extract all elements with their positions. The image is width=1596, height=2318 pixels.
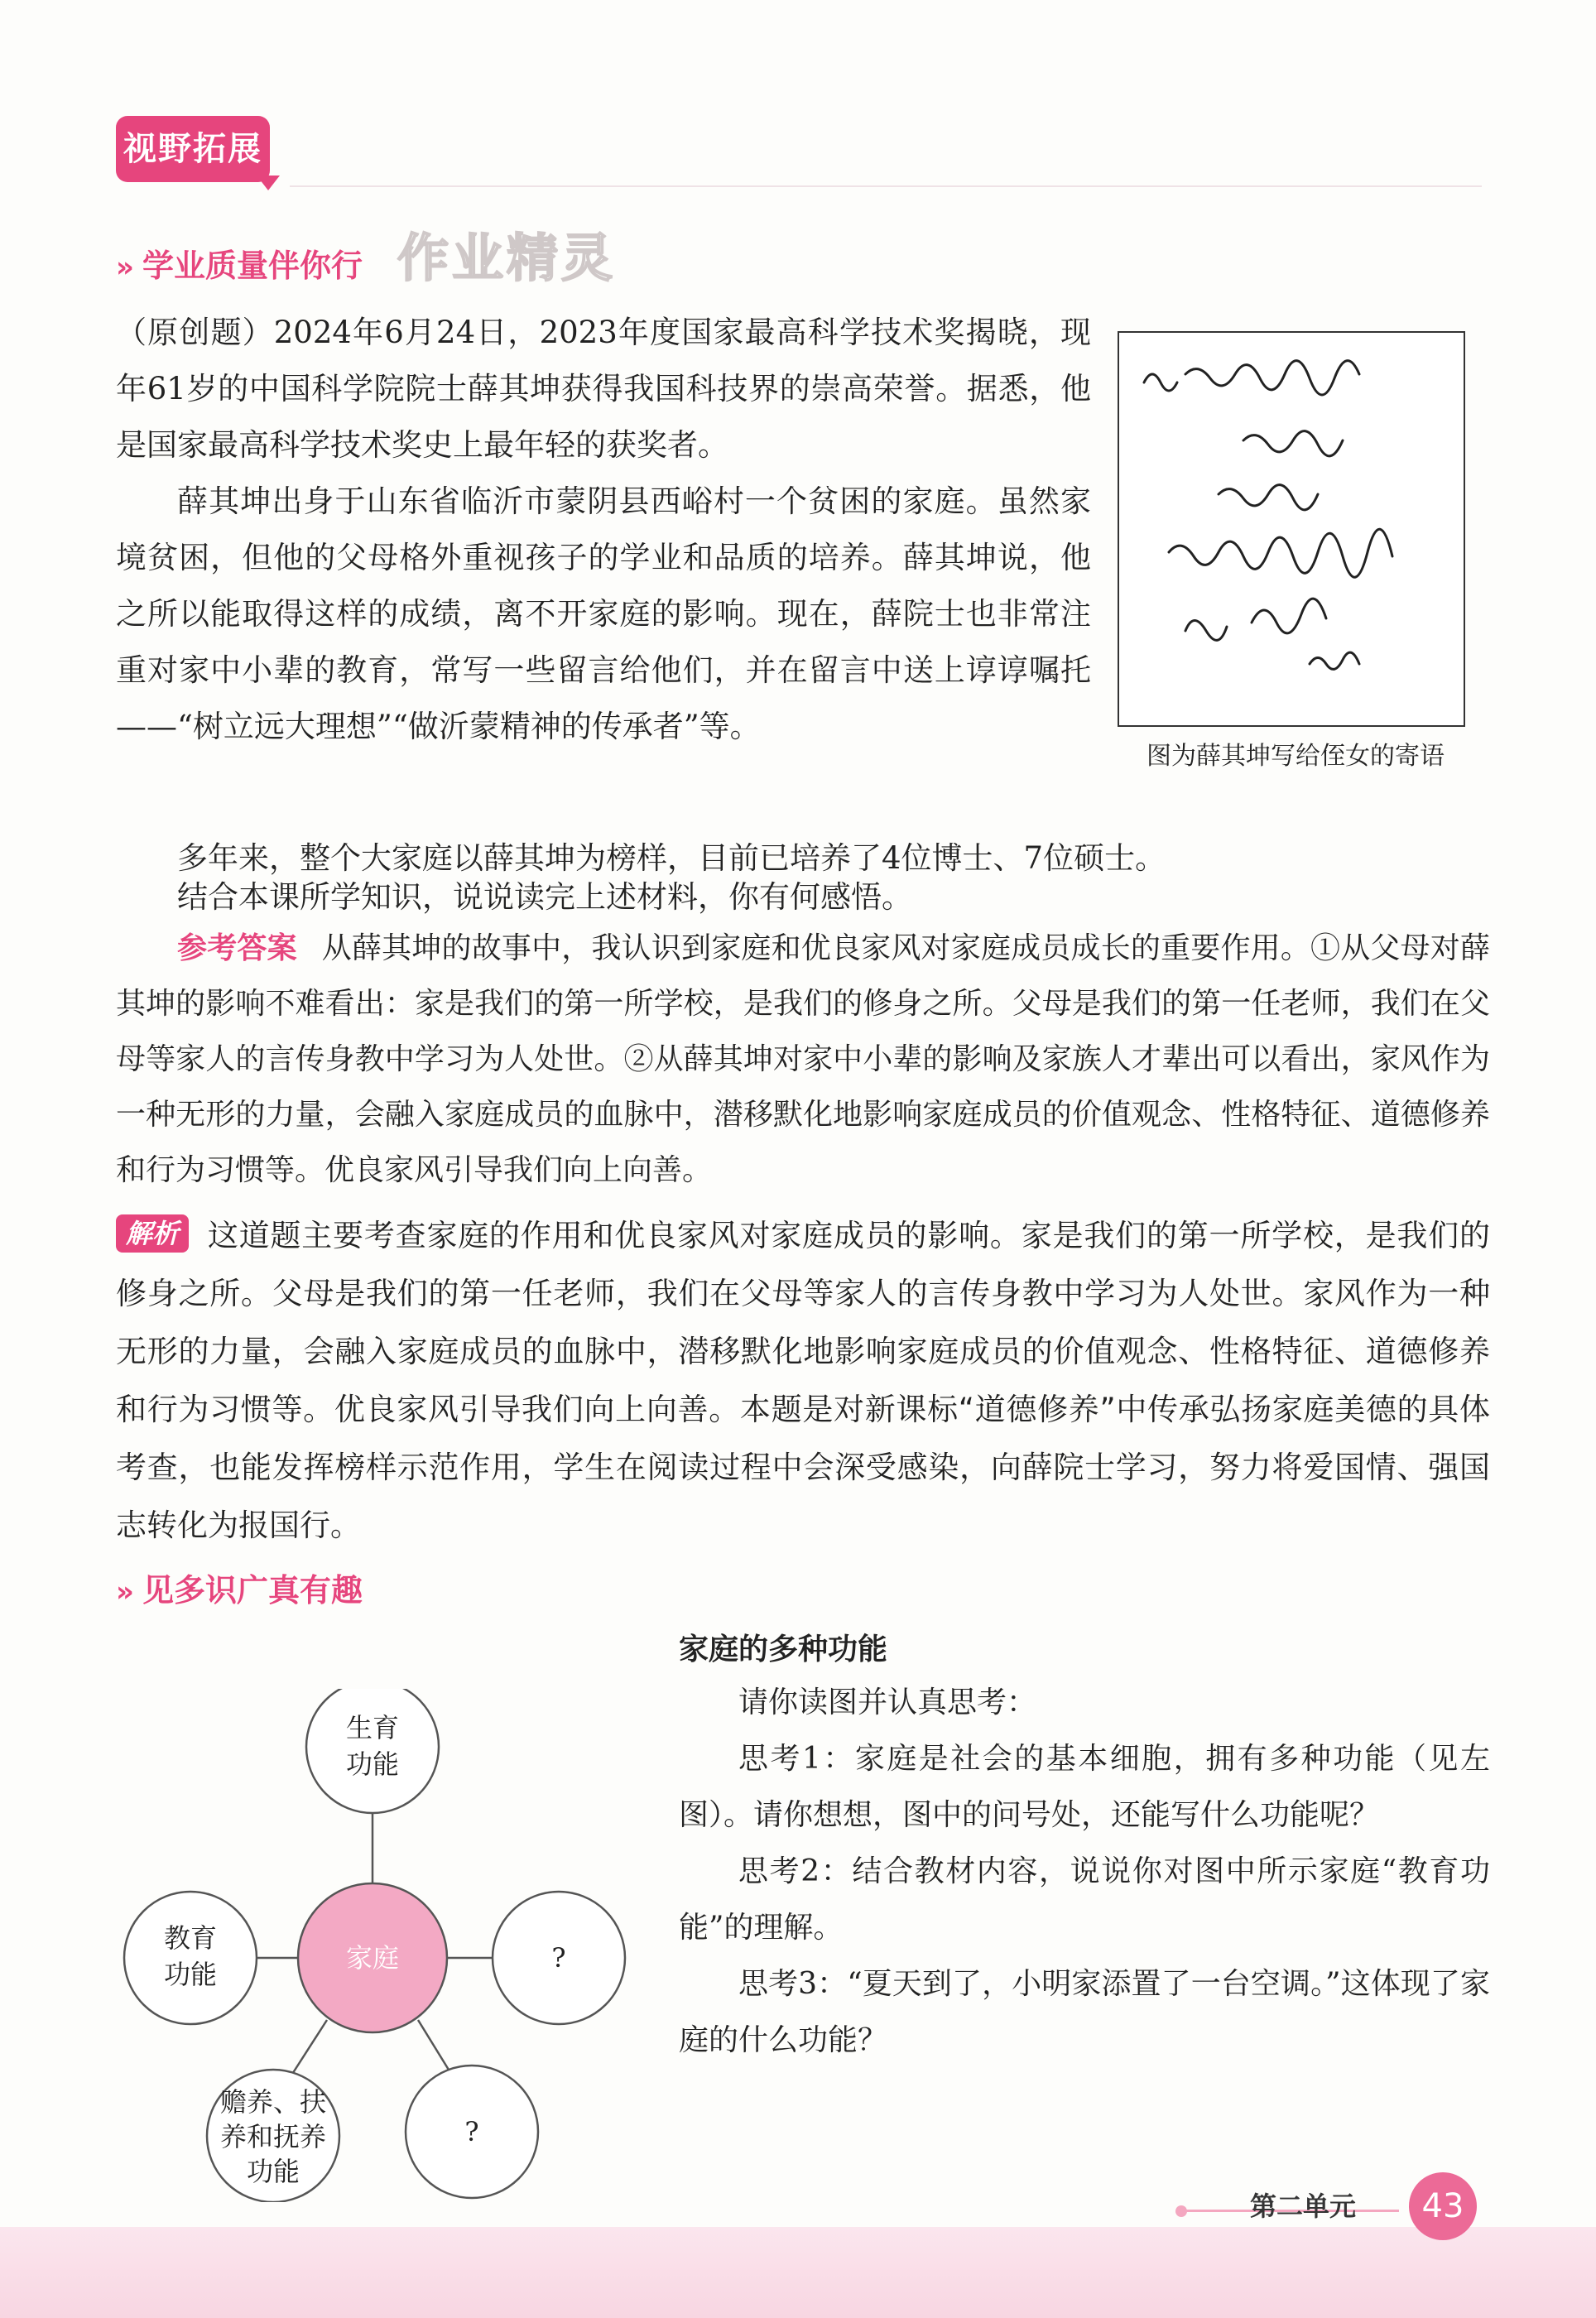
- paragraph-3: 多年来，整个大家庭以薛其坤为榜样，目前已培养了4位博士、7位硕士。: [177, 840, 1166, 876]
- section-heading-knowledge: [116, 1565, 363, 1610]
- node-left-line1: 教育: [163, 1922, 218, 1954]
- analysis-badge: 解析: [116, 1214, 189, 1253]
- section-heading-quality: [116, 240, 363, 286]
- tag-tail-decoration: [257, 176, 280, 190]
- node-bottom-right-label: ?: [464, 2116, 479, 2147]
- material-text: [116, 305, 1091, 755]
- handwritten-note-image: [1118, 331, 1465, 727]
- thinking-questions: [679, 1626, 1490, 2069]
- answer-text: 从薛其坤的故事中，我认识到家庭和优良家风对家庭成员成长的重要作用。①从父母对薛其坤的影响不难看出：家是我们的第一所学校，是我们的修身之所。父母是我们的第一任老师，我们在父母等家人的言传身教中学习为人处世。②从薛其坤对家中小辈的影响及家族人才辈出可以看出，家风作为一种无形的力量，会融入家庭成员的血脉中，潜移默化地影响家庭成员的价值观念、性格特征、道德修养和行为习惯等。优良家风引导我们向上向善。: [116, 931, 1490, 1187]
- section-heading-text: 见多识广真有趣: [142, 1572, 363, 1609]
- connector-bottom-left: [290, 2020, 327, 2078]
- reference-answer: [116, 921, 1490, 1198]
- analysis-text: 这道题主要考查家庭的作用和优良家风对家庭成员的影响。家是我们的第一所学校，是我们的修身之所。父母是我们的第一任老师，我们在父母等家人的言传身教中学习为人处世。家风作为一种无形的力量，会融入家庭成员的血脉中，潜移默化地影响家庭成员的价值观念、性格特征、道德修养和行为习惯等。优良家风引导我们向上向善。本题是对新课标“道德修养”中传承弘扬家庭美德的具体考查，也能发挥榜样示范作用，学生在阅读过程中会深受感染，向薛院士学习，努力将爱国情、强国志转化为报国行。: [116, 1218, 1490, 1543]
- node-bottom-left-line2: 养和抚养: [219, 2121, 327, 2152]
- page-number: 43: [1409, 2172, 1477, 2240]
- thinking-question-2: 思考2：结合教材内容，说说你对图中所示家庭“教育功能”的理解。: [679, 1854, 1490, 1945]
- double-chevron-icon: »: [116, 1575, 134, 1609]
- analysis-block: [116, 1207, 1490, 1555]
- section-heading-text: 学业质量伴你行: [142, 248, 363, 284]
- question-text: 结合本课所学知识，说说读完上述材料，你有何感悟。: [177, 879, 912, 915]
- double-chevron-icon: »: [116, 251, 134, 284]
- box-title: 家庭的多种功能: [679, 1633, 888, 1666]
- node-left-circle: [124, 1892, 257, 2024]
- thinking-question-1: 思考1：家庭是社会的基本细胞，拥有多种功能（见左图）。请你想想，图中的问号处，还能写什么功能呢？: [679, 1742, 1490, 1832]
- footer-band: [0, 2227, 1596, 2318]
- answer-label: 参考答案: [177, 931, 297, 965]
- watermark: 作业精灵: [397, 228, 617, 288]
- diagram-svg: [116, 1689, 646, 2202]
- section-tag: 视野拓展: [116, 116, 270, 182]
- thinking-intro: 请你读图并认真思考：: [738, 1686, 1037, 1719]
- node-bottom-left-line1: 赡养、扶: [219, 2086, 327, 2118]
- thinking-question-3: 思考3：“夏天到了，小明家添置了一台空调。”这体现了家庭的什么功能？: [679, 1967, 1490, 2057]
- image-caption: 图为薛其坤写给侄女的寄语: [1147, 742, 1445, 771]
- node-top-line2: 功能: [345, 1748, 400, 1780]
- node-left-line2: 功能: [163, 1959, 218, 1990]
- handwriting-drawing: [1119, 333, 1464, 725]
- node-right-label: ?: [551, 1942, 566, 1974]
- paragraph-2: 薛其坤出身于山东省临沂市蒙阴县西峪村一个贫困的家庭。虽然家境贫困，但他的父母格外重视孩子的学业和品质的培养。薛其坤说，他之所以能取得这样的成绩，离不开家庭的影响。现在，薛院士也非常注重对家中小辈的教育，常写一些留言给他们，并在留言中送上谆谆嘱托——“树立远大理想”“做沂蒙精神的传承者”等。: [116, 483, 1091, 744]
- center-node-label: 家庭: [345, 1942, 400, 1974]
- header-divider: [290, 185, 1482, 187]
- node-bottom-left-line3: 功能: [246, 2156, 300, 2187]
- node-top-line1: 生育: [345, 1712, 400, 1743]
- family-functions-diagram: [116, 1689, 646, 2202]
- unit-label: 第二单元: [1250, 2191, 1357, 2222]
- connector-bottom-right: [418, 2020, 451, 2074]
- paragraph-1: （原创题）2024年6月24日，2023年度国家最高科学技术奖揭晓，现年61岁的中国科学院院士薛其坤获得我国科技界的崇高荣誉。据悉，他是国家最高科学技术奖史上最年轻的获奖者。: [116, 315, 1091, 463]
- question-prompt: [116, 869, 1490, 926]
- footer-dot: [1175, 2205, 1187, 2217]
